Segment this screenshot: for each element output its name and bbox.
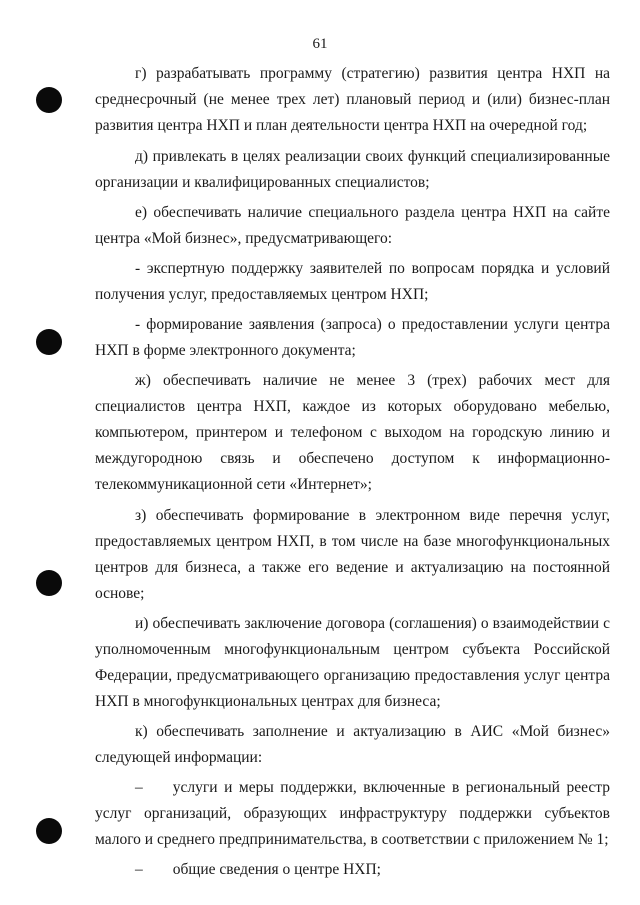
paragraph-e-sub-1: - экспертную поддержку заявителей по вопросам порядка и условий получения услуг, предоставляемых центром НХП; [95, 260, 610, 303]
paragraph-i: и) обеспечивать заключение договора (соглашения) о взаимодействии с уполномоченным многофункциональным центром субъекта Российской Федерации, предусматривающего организацию предоставления услуг центра НХП в многофункциональных центрах для бизнеса; [95, 615, 610, 710]
list-item-text: услуги и меры поддержки, включенные в региональный реестр услуг организаций, образующих инфраструктуру поддержки субъектов малого и среднего предпринимательства, в соответствии с приложением № 1; [95, 779, 610, 848]
list-item [95, 857, 610, 883]
page-number: 61 [312, 36, 328, 52]
punch-hole-icon [36, 818, 62, 844]
list-dash: – [135, 779, 143, 796]
paragraph-d: д) привлекать в целях реализации своих функций специализированные организации и квалифицированных специалистов; [95, 148, 610, 191]
list-item [95, 775, 610, 853]
paragraph-z: з) обеспечивать формирование в электронном виде перечня услуг, предоставляемых центром НХП, в том числе на базе многофункциональных центров для бизнеса, а также его ведение и актуализацию на постоянной основе; [95, 507, 610, 602]
punch-hole-icon [36, 329, 62, 355]
paragraph-g: г) разрабатывать программу (стратегию) развития центра НХП на среднесрочный (не менее трех лет) плановый период и (или) бизнес-план развития центра НХП и план деятельности центра НХП на очередной год; [95, 65, 610, 134]
paragraph-zh: ж) обеспечивать наличие не менее 3 (трех) рабочих мест для специалистов центра НХП, каждое из которых оборудовано мебелью, компьютером, принтером и телефоном с выходом на городскую линию и междугородною связь и обеспечено доступом к информационно-телекоммуникационной сети «Интернет»; [95, 372, 610, 493]
punch-hole-icon [36, 87, 62, 113]
list-item-text: общие сведения о центре НХП; [172, 861, 381, 878]
paragraph-e-sub-2: - формирование заявления (запроса) о предоставлении услуги центра НХП в форме электронного документа; [95, 316, 610, 359]
paragraph-e: е) обеспечивать наличие специального раздела центра НХП на сайте центра «Мой бизнес», предусматривающего: [95, 204, 610, 247]
punch-hole-icon [36, 570, 62, 596]
document-body [95, 61, 610, 883]
paragraph-k: к) обеспечивать заполнение и актуализацию в АИС «Мой бизнес» следующей информации: [95, 723, 610, 766]
list-dash: – [135, 861, 143, 878]
